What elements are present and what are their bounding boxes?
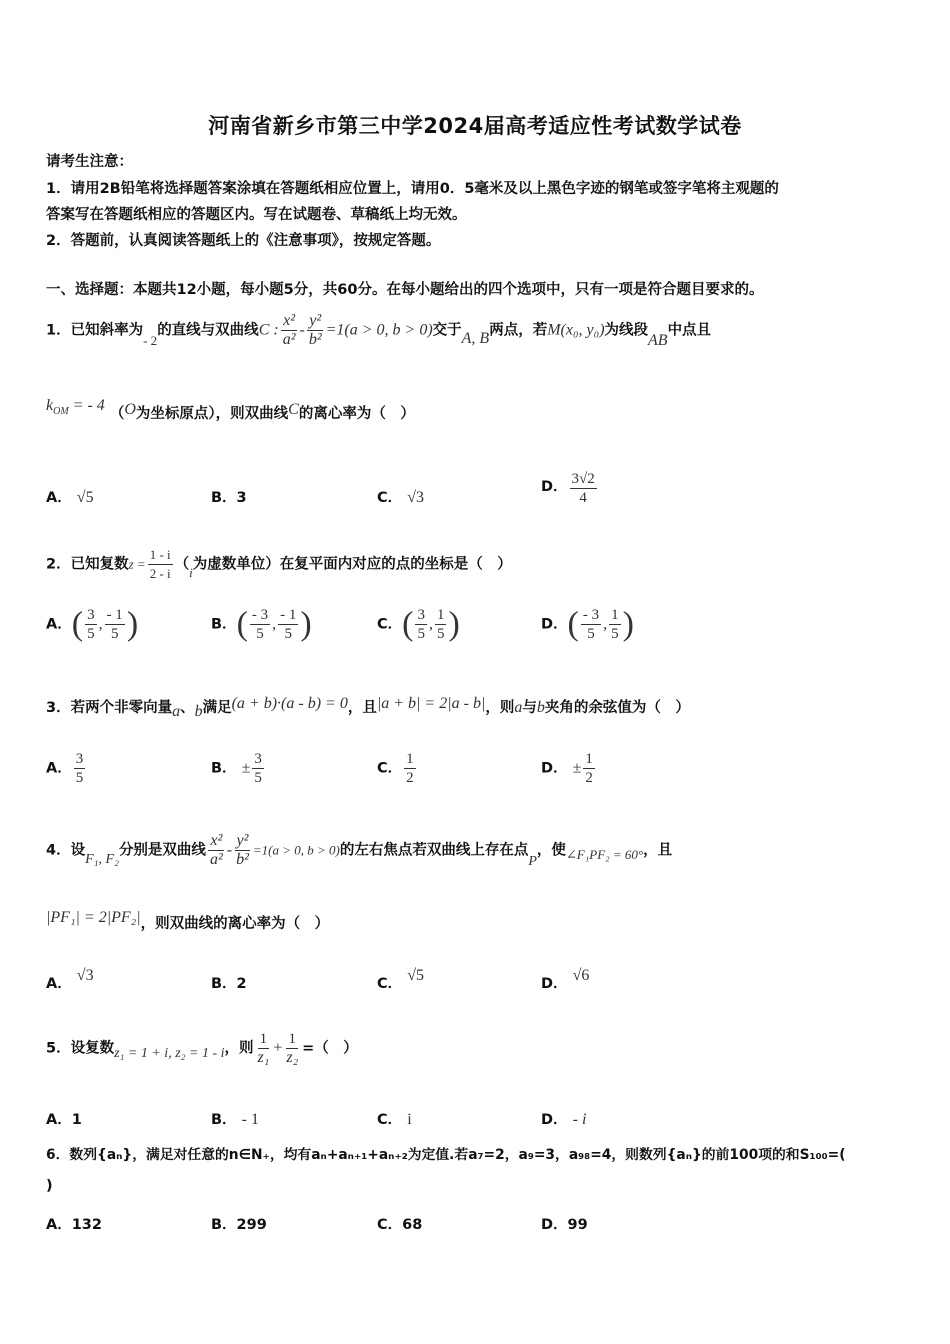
q1-text: 为坐标原点），则双曲线: [135, 406, 289, 422]
q1-text: 1．已知斜率为: [46, 322, 144, 339]
q6-option-d[interactable]: D．99: [541, 1217, 588, 1233]
q2-option-d[interactable]: D．( $\frac{- 3}{5}$ , $\frac{1}{5}$ ): [541, 605, 634, 643]
q3-vector-a: a: [172, 703, 181, 720]
q1-text: 的直线与双曲线: [157, 322, 259, 339]
q6-option-c[interactable]: C．68: [377, 1217, 423, 1233]
q5-option-d[interactable]: D． - i: [541, 1111, 587, 1128]
q1-text: 中点且: [667, 322, 712, 339]
q1-minus: -: [299, 321, 305, 339]
question-2: 2．已知复数z = $\frac{1 - i}{2 - i}$ （i为虚数单位）在复平面内对应的点的坐标是（ ）: [46, 547, 512, 581]
q4-point-p: P: [528, 853, 537, 869]
q1-origin: O: [124, 401, 136, 418]
question-1-line-1: [46, 312, 711, 349]
question-4-line-2: |PF₁| = 2|PF₂|，则双曲线的离心率为（ ）: [46, 909, 330, 932]
q1-midpoint: M(x₀, y₀): [547, 321, 605, 339]
q4-angle: ∠F₁PF₂ = 60°: [565, 846, 644, 862]
q5-option-a[interactable]: A．1: [46, 1112, 82, 1128]
question-6-line-1: 6．数列{aₙ}，满足对任意的n∈N₊，均有aₙ+aₙ₊₁+aₙ₊₂为定值.若a₇=2，a₉=3，a₉₈=4，则数列{aₙ}的前100项的和S₁₀₀=(: [46, 1147, 846, 1163]
q4-option-a[interactable]: A． √3: [46, 967, 94, 992]
question-5: 5．设复数z₁ = 1 + i, z₂ = 1 - i，则 $\frac{1}{\text{z₁}}$ + $\frac{1}{\text{z₂}}$ =（ ）: [46, 1031, 358, 1066]
question-4-line-1: 4．设F₁, F₂分别是双曲线 $\frac{\text{x²}}{\text{a²}}$ - $\frac{\text{y²}}{\text{b²}}$ =1(a > 0, b > 0)的左右焦点若双曲线上存在点P，使∠F₁PF₂ = 60°，且: [46, 832, 673, 869]
q4-foci: F₁, F₂: [85, 851, 119, 867]
q4-condition: |PF₁| = 2|PF₂|: [46, 909, 141, 926]
q1-text: 的离心率为（ ）: [298, 406, 415, 422]
notice-heading: 请考生注意：: [46, 154, 133, 170]
q3-condition-1: (a + b)·(a - b) = 0: [231, 695, 348, 712]
q3-option-c[interactable]: C． $\frac{1}{2}$: [377, 751, 414, 786]
question-6-line-2: ): [46, 1178, 53, 1194]
q1-text: 两点，若: [489, 322, 548, 339]
q4-option-b[interactable]: B．2: [211, 976, 247, 992]
q1-segment: AB: [648, 331, 668, 349]
q2-i: i: [189, 564, 193, 580]
notice-line-3: 2．答题前，认真阅读答题纸上的《注意事项》，按规定答题。: [46, 233, 441, 249]
q3-vector-b: b: [194, 703, 203, 720]
notice-line-1: 1．请用2B铅笔将选择题答案涂填在答题纸相应位置上，请用0．5毫米及以上黑色字迹的钢笔或签字笔将主观题的: [46, 181, 779, 197]
q1-option-d[interactable]: D． $\frac{3√2}{4}$: [541, 471, 595, 506]
q5-option-c[interactable]: C． i: [377, 1111, 412, 1128]
notice-line-2: 答案写在答题纸相应的答题区内。写在试题卷、草稿纸上均无效。: [46, 207, 467, 223]
q3-option-a[interactable]: A． $\frac{3}{5}$: [46, 751, 84, 786]
question-1-line-2: [46, 397, 415, 425]
page-title: 河南省新乡市第三中学2024届高考适应性考试数学试卷: [208, 114, 742, 138]
q2-option-c[interactable]: C．( $\frac{3}{5}$ , $\frac{1}{5}$ ): [377, 605, 460, 643]
q1-option-b[interactable]: B．3: [211, 490, 247, 506]
q6-option-a[interactable]: A．132: [46, 1217, 102, 1233]
q1-option-c[interactable]: C． √3: [377, 489, 424, 506]
q1-curve-name: C :: [258, 321, 279, 339]
q2-fraction: $\frac{1 - i}{2 - i}$: [149, 547, 171, 581]
q5-values: z₁ = 1 + i, z₂ = 1 - i: [114, 1045, 225, 1061]
q1-frac-y: $\frac{\text{y²}}{\text{b²}}$: [308, 312, 322, 348]
q3-option-b[interactable]: B． ± $\frac{3}{5}$: [211, 751, 262, 786]
section-heading: 一、选择题：本题共12小题，每小题5分，共60分。在每小题给出的四个选项中，只有一项是符合题目要求的。: [46, 282, 764, 298]
q6-option-b[interactable]: B．299: [211, 1217, 267, 1233]
q2-option-b[interactable]: B．( $\frac{- 3}{5}$ , $\frac{- 1}{5}$ ): [211, 605, 312, 643]
q2-z: z =: [128, 556, 146, 572]
q1-frac-x: $\frac{\text{x²}}{\text{a²}}$: [282, 312, 296, 348]
q2-option-a[interactable]: A．( $\frac{3}{5}$ , $\frac{- 1}{5}$ ): [46, 605, 139, 643]
q1-slope: - 2: [143, 332, 158, 348]
q1-text: 为线段: [604, 322, 649, 339]
q3-condition-2: |a + b| = 2|a - b|: [376, 695, 486, 712]
q3-option-d[interactable]: D． ± $\frac{1}{2}$: [541, 751, 593, 786]
q1-kom: $k_{OM}$ = - 4: [46, 397, 105, 418]
q1-text: （: [109, 406, 125, 422]
q1-text: 交于: [432, 322, 462, 339]
q4-option-d[interactable]: D． √6: [541, 967, 590, 992]
question-3: 3．若两个非零向量a、b满足(a + b)·(a - b) = 0，且|a + b| = 2|a - b|，则a与b夹角的余弦值为（ ）: [46, 695, 690, 720]
q1-ab: A, B: [461, 329, 490, 347]
q1-eq: =1(a > 0, b > 0): [325, 321, 433, 339]
q1-curve: C: [288, 401, 299, 418]
q5-option-b[interactable]: B． - 1: [211, 1111, 259, 1128]
q4-option-c[interactable]: C． √5: [377, 967, 424, 992]
q1-option-a[interactable]: A． √5: [46, 489, 94, 506]
